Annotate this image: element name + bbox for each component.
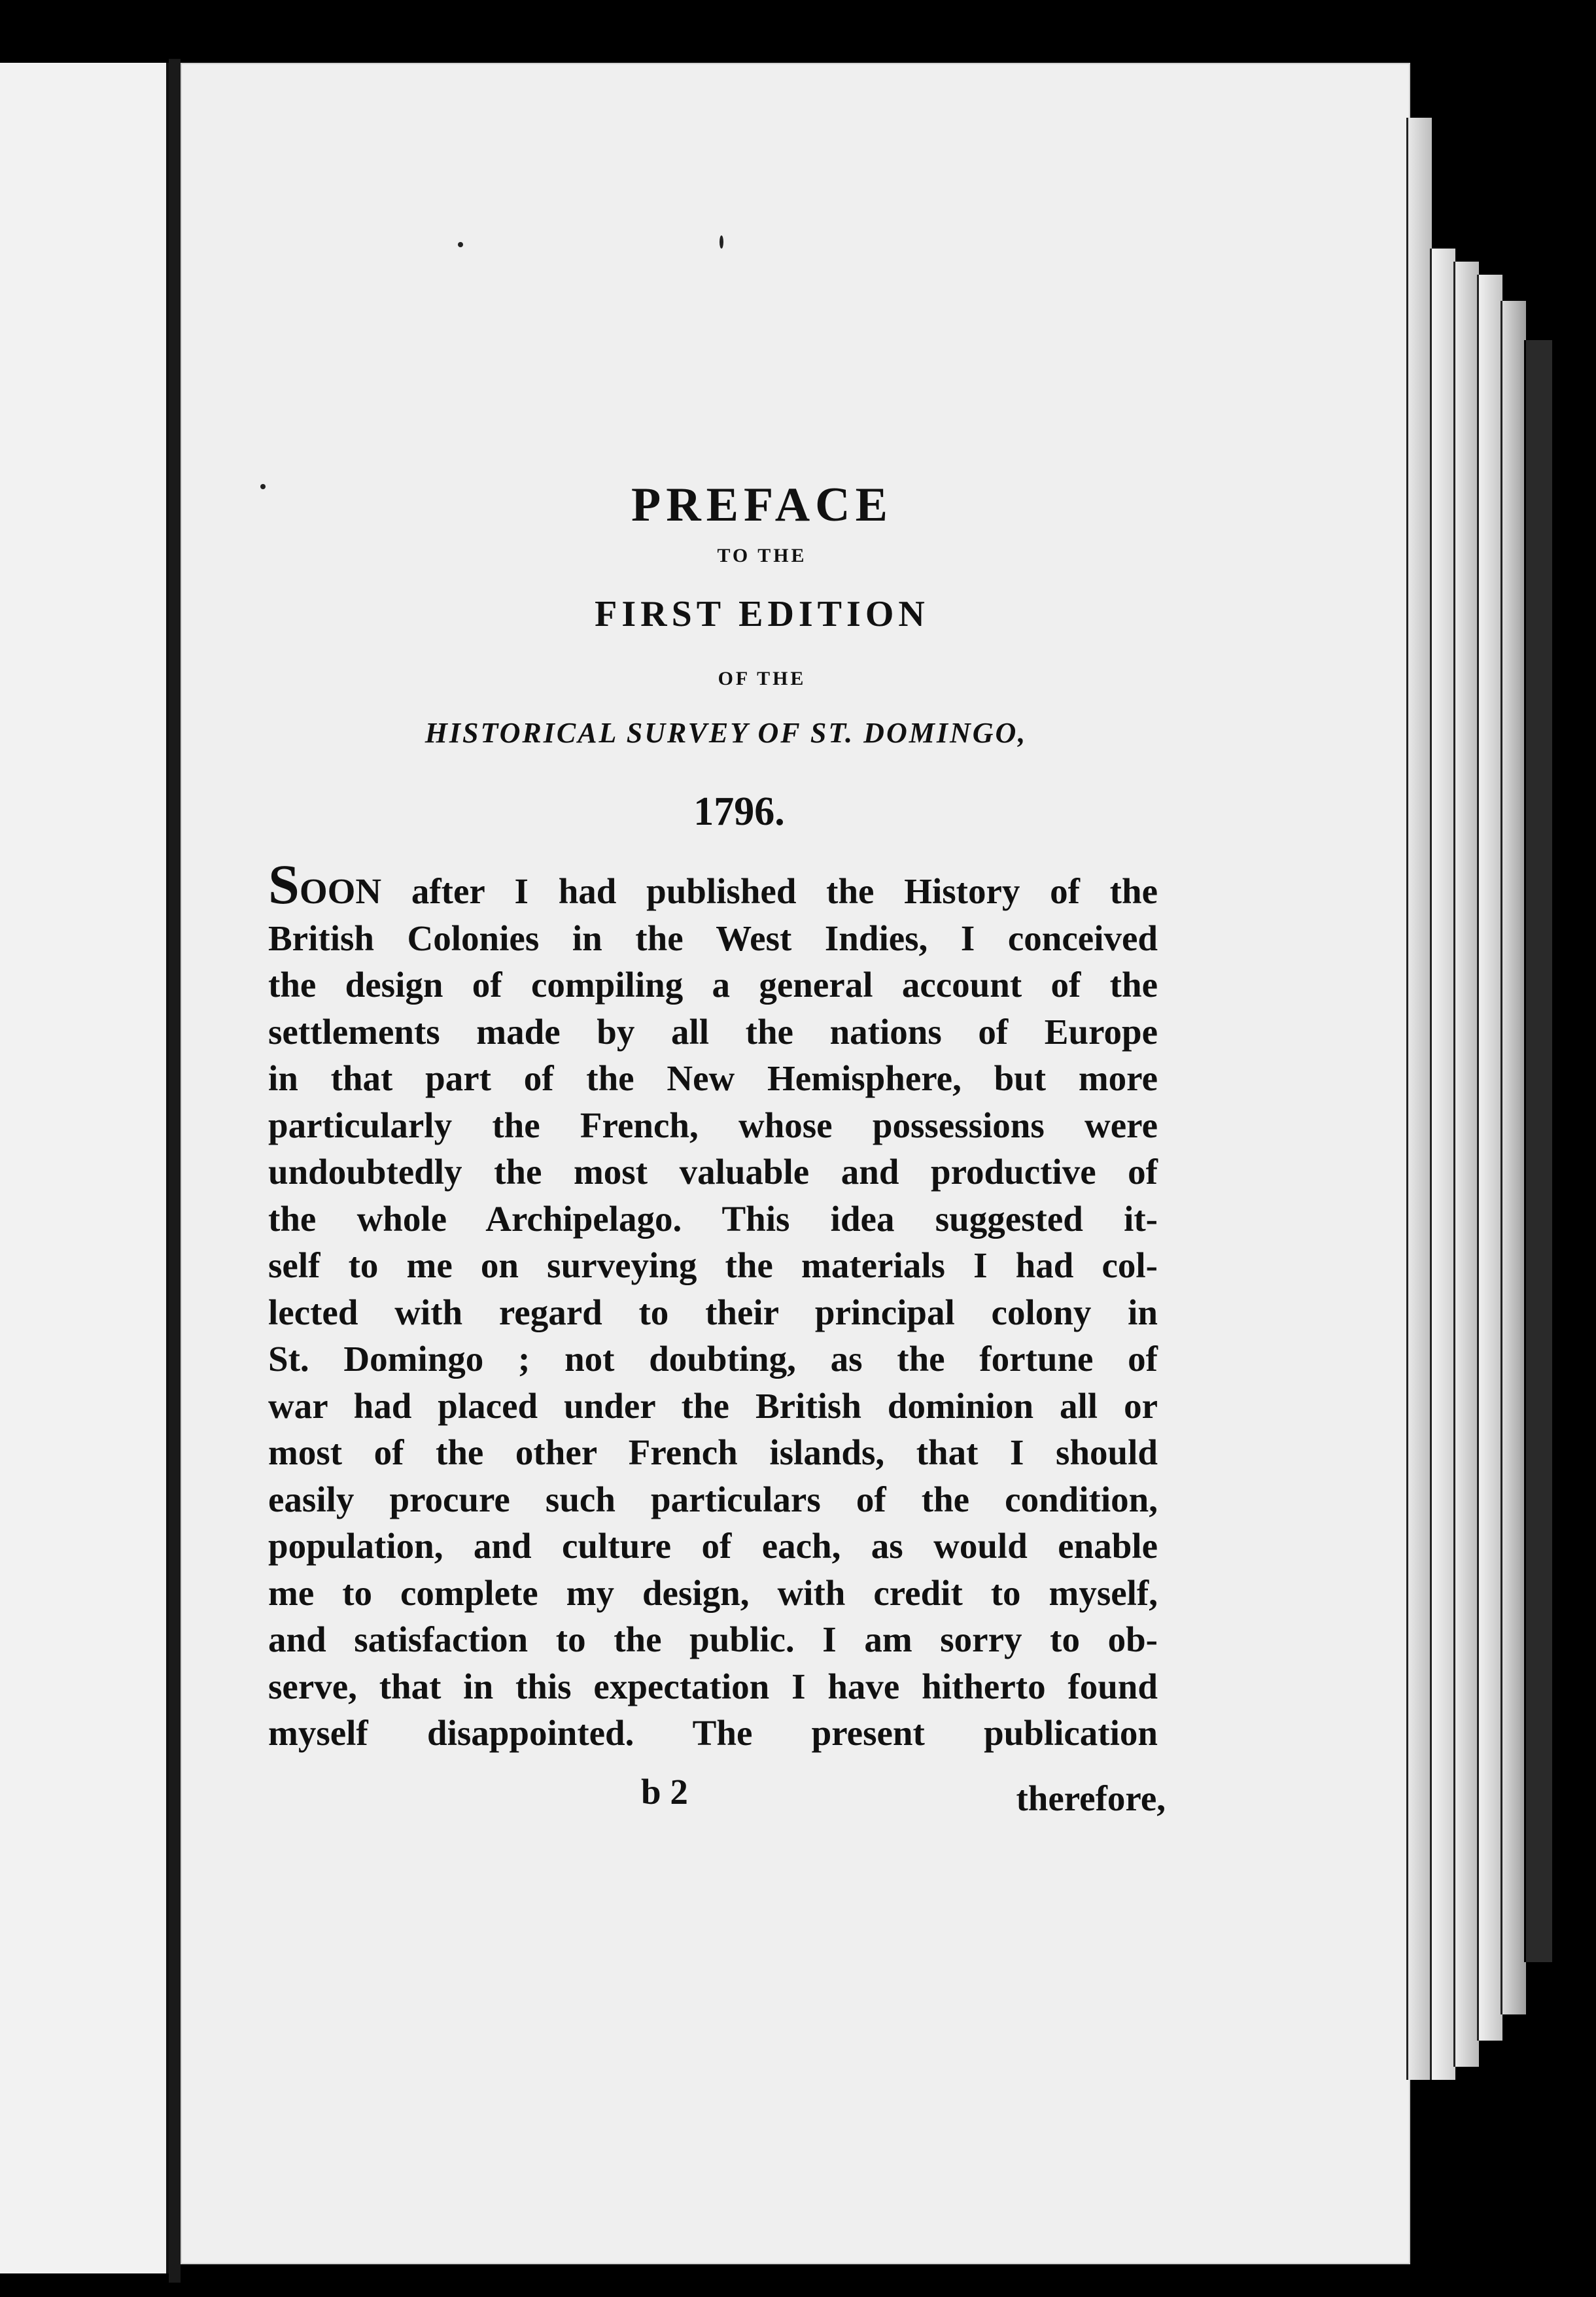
page-footer [268,1771,1166,1823]
page-edge [1453,262,1479,2067]
preface-body [268,853,1158,1757]
left-facing-page [0,63,169,2273]
body-line: British Colonies in the West Indies, I conceived [268,918,1158,958]
book-cover-edge [1524,340,1552,1962]
body-line: particularly the French, whose possessions were [268,1105,1158,1145]
page-content [268,477,1166,1823]
paper-speck [720,235,723,249]
page-edge [1430,249,1455,2080]
body-line: population, and culture of each, as would enable [268,1526,1158,1566]
body-line: serve, that in this expectation I have hitherto found [268,1666,1158,1706]
paper-speck [458,242,463,247]
body-line: and satisfaction to the public. I am sorry to ob- [268,1619,1158,1659]
body-line: easily procure such particulars of the condition, [268,1479,1158,1519]
body-line: undoubtedly the most valuable and productive of [268,1152,1158,1192]
body-line: lected with regard to their principal colony in [268,1292,1158,1332]
body-line: me to complete my design, with credit to myself, [268,1572,1158,1613]
body-line: most of the other French islands, that I should [268,1432,1158,1472]
page-edge [1477,275,1502,2041]
page-edge [1501,301,1526,2014]
edition-year: 1796. [693,789,785,834]
of-the-line: OF THE [718,668,807,689]
body-line: St. Domingo ; not doubting, as the fortune of [268,1339,1158,1379]
body-line: the whole Archipelago. This idea suggested it- [268,1198,1158,1239]
page-edge [1406,118,1432,2080]
signature-mark: b 2 [641,1771,688,1812]
edition-heading: FIRST EDITION [595,594,929,634]
body-line: war had placed under the British dominion all or [268,1385,1158,1426]
to-the-line: TO THE [717,545,807,566]
work-title: HISTORICAL SURVEY OF ST. DOMINGO, [425,717,1028,749]
body-line: self to me on surveying the materials I had col- [268,1245,1158,1285]
catchword: therefore, [1016,1778,1166,1818]
paper-speck [260,484,266,489]
body-line: the design of compiling a general account of the [268,965,1158,1005]
body-line: in that part of the New Hemisphere, but more [268,1058,1158,1098]
body-line: myself disappointed. The present publication [268,1713,1158,1753]
body-line: settlements made by all the nations of Europe [268,1011,1158,1052]
book-gutter [169,59,181,2283]
preface-heading: PREFACE [631,478,893,532]
body-line: SOON after I had published the History of the [268,853,1158,916]
